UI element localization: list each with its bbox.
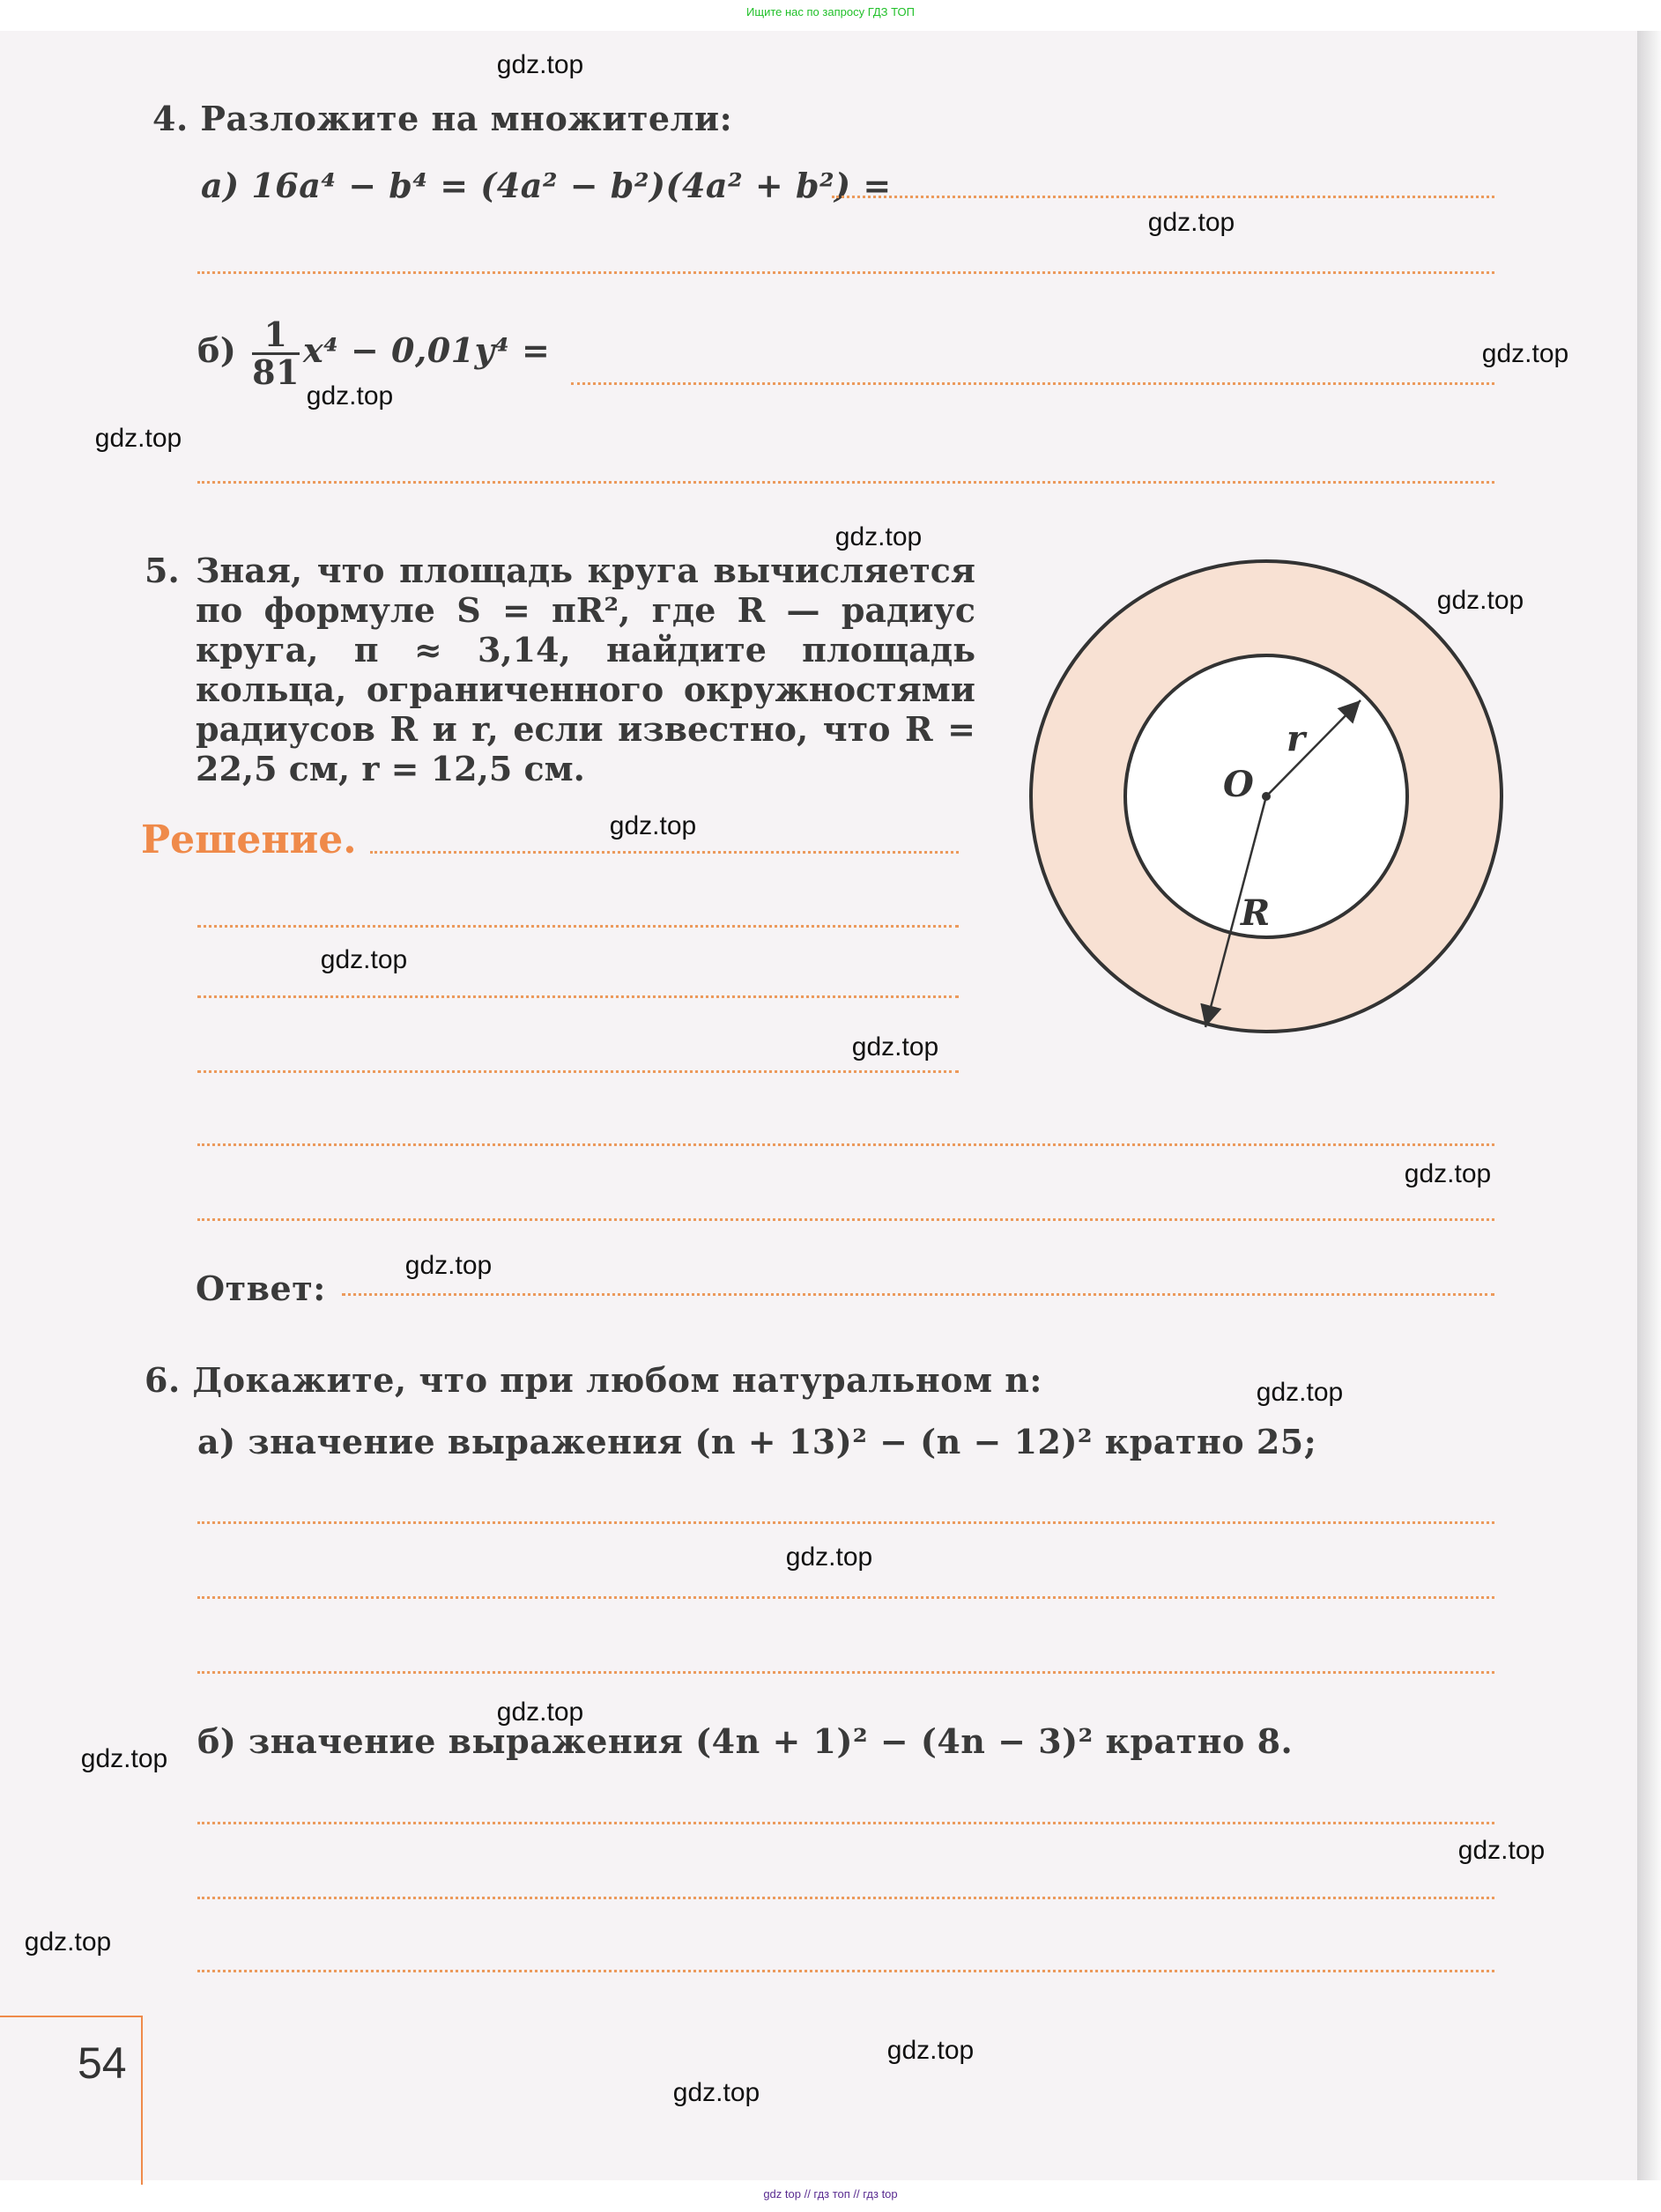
task4-heading: 4. Разложите на множители: bbox=[152, 99, 733, 138]
answer-line bbox=[197, 271, 1494, 274]
answer-line bbox=[197, 481, 1494, 484]
watermark: gdz.top bbox=[886, 2036, 975, 2065]
footer-note: gdz top // гдз топ // гдз top bbox=[763, 2187, 898, 2201]
task6-a: а) значение выражения (n + 13)² − (n − 12)² кратно 25; bbox=[197, 1422, 1317, 1461]
inner-radius-label: r bbox=[1287, 718, 1306, 759]
fraction-denominator: 81 bbox=[252, 352, 300, 392]
task4-b-rest: x⁴ − 0,01y⁴ = bbox=[302, 330, 551, 370]
answer-line bbox=[197, 1970, 1494, 1972]
watermark: gdz.top bbox=[1256, 1378, 1344, 1407]
answer-line bbox=[342, 1293, 1494, 1296]
watermark: gdz.top bbox=[24, 1927, 112, 1957]
page-number: 54 bbox=[78, 2038, 127, 2088]
answer-line bbox=[197, 1070, 959, 1073]
answer-line bbox=[197, 1897, 1494, 1899]
task4-a-expression: а) 16a⁴ − b⁴ = (4a² − b²)(4a² + b²) = bbox=[201, 166, 892, 205]
answer-line bbox=[832, 196, 1494, 198]
answer-line bbox=[197, 1521, 1494, 1524]
answer-line bbox=[197, 1218, 1494, 1221]
answer-line bbox=[197, 925, 959, 928]
task5-statement: Зная, что площадь круга вычисляется по формуле S = πR², где R — радиус круга, π ≈ 3,14, найдите площадь кольца, ограниченного окружностями радиусов R и r, если известно, что R = 22,5 см, r = 12,5 см. bbox=[196, 551, 975, 788]
outer-radius-label: R bbox=[1241, 892, 1271, 934]
answer-line bbox=[197, 995, 959, 998]
answer-line bbox=[197, 1596, 1494, 1599]
task6-heading: 6. Докажите, что при любом натуральном n: bbox=[145, 1360, 1042, 1400]
solution-label: Решение. bbox=[141, 817, 357, 862]
watermark: gdz.top bbox=[609, 811, 697, 840]
page-gutter-shadow bbox=[1637, 31, 1661, 2180]
watermark: gdz.top bbox=[1404, 1159, 1492, 1188]
fraction bbox=[252, 314, 300, 392]
watermark: gdz.top bbox=[94, 424, 182, 453]
watermark: gdz.top bbox=[834, 522, 923, 551]
top-search-note: Ищите нас по запросу ГДЗ ТОП bbox=[746, 5, 915, 18]
answer-line bbox=[197, 1822, 1494, 1824]
watermark: gdz.top bbox=[1436, 586, 1524, 615]
watermark: gdz.top bbox=[306, 381, 394, 411]
task5-number: 5. bbox=[145, 551, 180, 590]
answer-line bbox=[571, 382, 1494, 385]
watermark: gdz.top bbox=[785, 1542, 873, 1572]
watermark: gdz.top bbox=[496, 50, 584, 79]
answer-label: Ответ: bbox=[196, 1269, 326, 1308]
answer-line bbox=[370, 851, 959, 854]
center-point bbox=[1262, 792, 1271, 801]
watermark: gdz.top bbox=[320, 945, 408, 974]
ring-figure bbox=[1013, 546, 1524, 1057]
center-label: O bbox=[1223, 764, 1254, 805]
watermark: gdz.top bbox=[1147, 208, 1235, 237]
task4-b-expression bbox=[197, 314, 551, 392]
watermark: gdz.top bbox=[851, 1032, 939, 1062]
watermark: gdz.top bbox=[404, 1251, 493, 1280]
watermark: gdz.top bbox=[1481, 339, 1569, 368]
answer-line bbox=[197, 1143, 1494, 1146]
watermark: gdz.top bbox=[1457, 1836, 1546, 1865]
watermark: gdz.top bbox=[80, 1744, 168, 1773]
task6-b: б) значение выражения (4n + 1)² − (4n − 3)² кратно 8. bbox=[197, 1721, 1294, 1761]
watermark: gdz.top bbox=[672, 2078, 760, 2107]
task5-text bbox=[145, 551, 975, 788]
watermark: gdz.top bbox=[496, 1698, 584, 1727]
fraction-numerator: 1 bbox=[252, 317, 300, 355]
answer-line bbox=[197, 1671, 1494, 1674]
task4-b-label: б) bbox=[197, 330, 237, 370]
